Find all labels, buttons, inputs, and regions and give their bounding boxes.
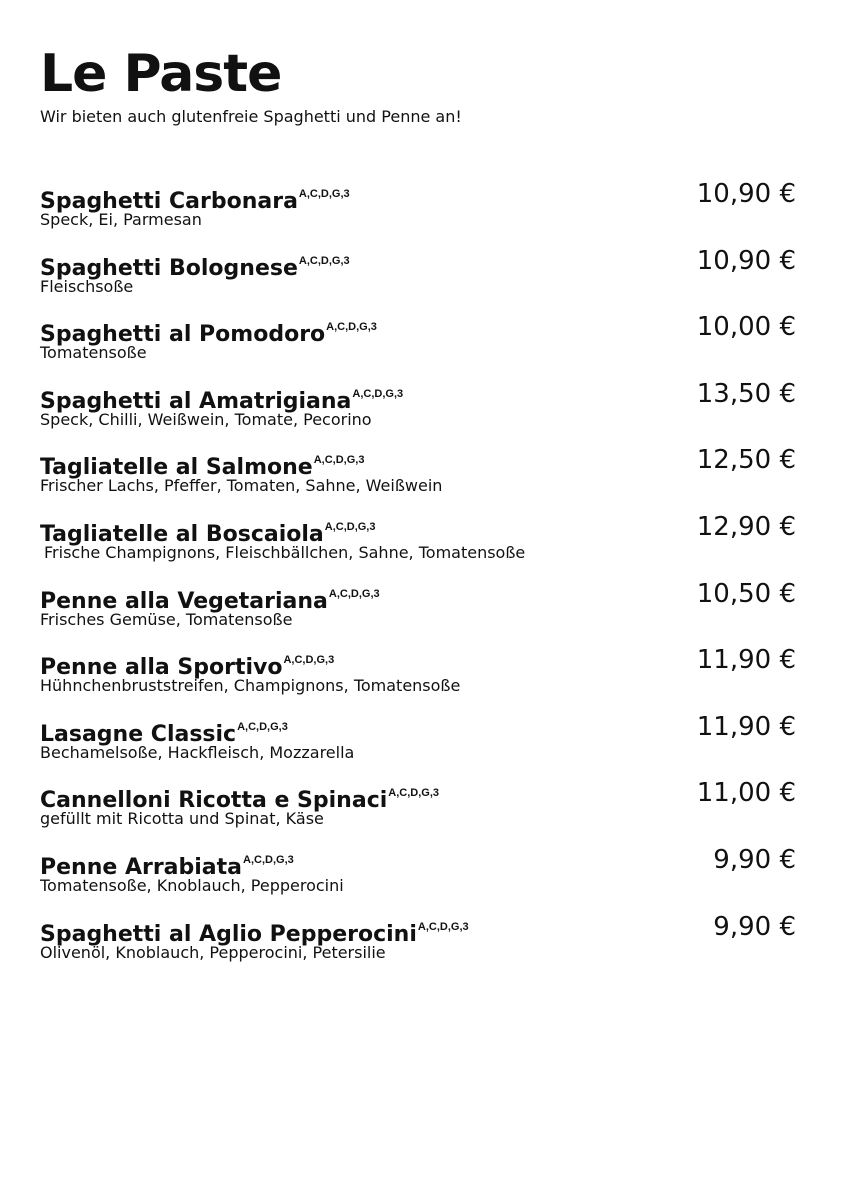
menu-item-name-text: Cannelloni Ricotta e Spinaci <box>40 788 388 814</box>
menu-item-price: 9,90 € <box>713 911 796 942</box>
menu-item-allergens: A,C,D,G,3 <box>417 920 469 933</box>
menu-item <box>40 178 796 245</box>
menu-item <box>40 578 796 645</box>
menu-item-price: 11,90 € <box>696 711 796 742</box>
menu-item-allergens: A,C,D,G,3 <box>283 654 335 667</box>
menu-item-name-text: Tagliatelle al Boscaiola <box>40 521 324 547</box>
menu-item-price: 10,90 € <box>696 179 796 209</box>
menu-item-allergens: A,C,D,G,3 <box>324 520 376 533</box>
menu-item-name-text: Spaghetti al Pomodoro <box>40 322 326 348</box>
menu-item-price: 11,90 € <box>696 645 796 676</box>
menu-item-name-text: Tagliatelle al Salmone <box>40 455 313 481</box>
menu-item-name-text: Spaghetti al Amatrigiana <box>40 388 352 414</box>
menu-item-allergens: A,C,D,G,3 <box>326 321 377 334</box>
menu-item-price: 9,90 € <box>713 844 796 875</box>
menu-item <box>40 378 796 445</box>
pasta-menu-list <box>40 178 796 977</box>
menu-item-allergens: A,C,D,G,3 <box>237 720 288 733</box>
menu-item-description: Frisches Gemüse, Tomatensoße <box>40 609 293 629</box>
menu-item-description: Tomatensoße <box>40 343 147 363</box>
menu-item-name-text: Spaghetti Carbonara <box>40 189 298 214</box>
menu-item-allergens: A,C,D,G,3 <box>298 188 350 200</box>
menu-item-description: Tomatensoße, Knoblauch, Pepperocini <box>40 875 344 895</box>
page-title: Le Paste <box>40 44 282 104</box>
menu-item-allergens: A,C,D,G,3 <box>388 787 440 800</box>
menu-item-description: Hühnchenbruststreifen, Champignons, Tomatensoße <box>40 676 461 696</box>
menu-item-name-text: Penne alla Vegetariana <box>40 588 328 614</box>
menu-item-price: 12,50 € <box>696 445 796 476</box>
menu-item-price: 10,90 € <box>696 245 796 276</box>
menu-item-price: 12,90 € <box>696 511 796 542</box>
menu-item-allergens: A,C,D,G,3 <box>243 853 294 866</box>
menu-item <box>40 511 796 578</box>
menu-item-allergens: A,C,D,G,3 <box>298 254 350 267</box>
menu-item-description: Fleischsoße <box>40 276 134 296</box>
menu-item <box>40 777 796 844</box>
menu-item-description: Speck, Chilli, Weißwein, Tomate, Pecorino <box>40 409 372 429</box>
menu-item-price: 13,50 € <box>696 378 796 409</box>
menu-item-description: Olivenöl, Knoblauch, Pepperocini, Petersilie <box>40 942 386 962</box>
menu-item-description: gefüllt mit Ricotta und Spinat, Käse <box>40 809 324 829</box>
menu-item <box>40 844 796 911</box>
menu-item-price: 10,50 € <box>696 578 796 609</box>
menu-item-price: 11,00 € <box>696 778 796 809</box>
menu-item <box>40 644 796 711</box>
menu-item-name-text: Lasagne Classic <box>40 721 237 747</box>
menu-item <box>40 911 796 978</box>
menu-item-name-text: Penne Arrabiata <box>40 854 243 880</box>
menu-item-name-text: Penne alla Sportivo <box>40 655 283 681</box>
menu-item <box>40 311 796 378</box>
menu-item-price: 10,00 € <box>696 312 796 343</box>
menu-item-allergens: A,C,D,G,3 <box>328 587 380 600</box>
menu-item <box>40 444 796 511</box>
menu-item-name-text: Spaghetti al Aglio Pepperocini <box>40 921 417 947</box>
menu-item-description: Bechamelsoße, Hackfleisch, Mozzarella <box>40 742 355 762</box>
menu-item-description: Frischer Lachs, Pfeffer, Tomaten, Sahne, Weißwein <box>40 476 443 496</box>
menu-item-description: Frische Champignons, Fleischbällchen, Sahne, Tomatensoße <box>44 542 526 562</box>
menu-item-name-text: Spaghetti Bolognese <box>40 255 298 281</box>
menu-item-allergens: A,C,D,G,3 <box>313 454 365 467</box>
menu-item-allergens: A,C,D,G,3 <box>352 387 404 400</box>
page-subtitle: Wir bieten auch glutenfreie Spaghetti und Penne an! <box>40 107 462 126</box>
menu-item-description: Speck, Ei, Parmesan <box>40 210 202 229</box>
menu-item <box>40 245 796 312</box>
menu-item <box>40 711 796 778</box>
